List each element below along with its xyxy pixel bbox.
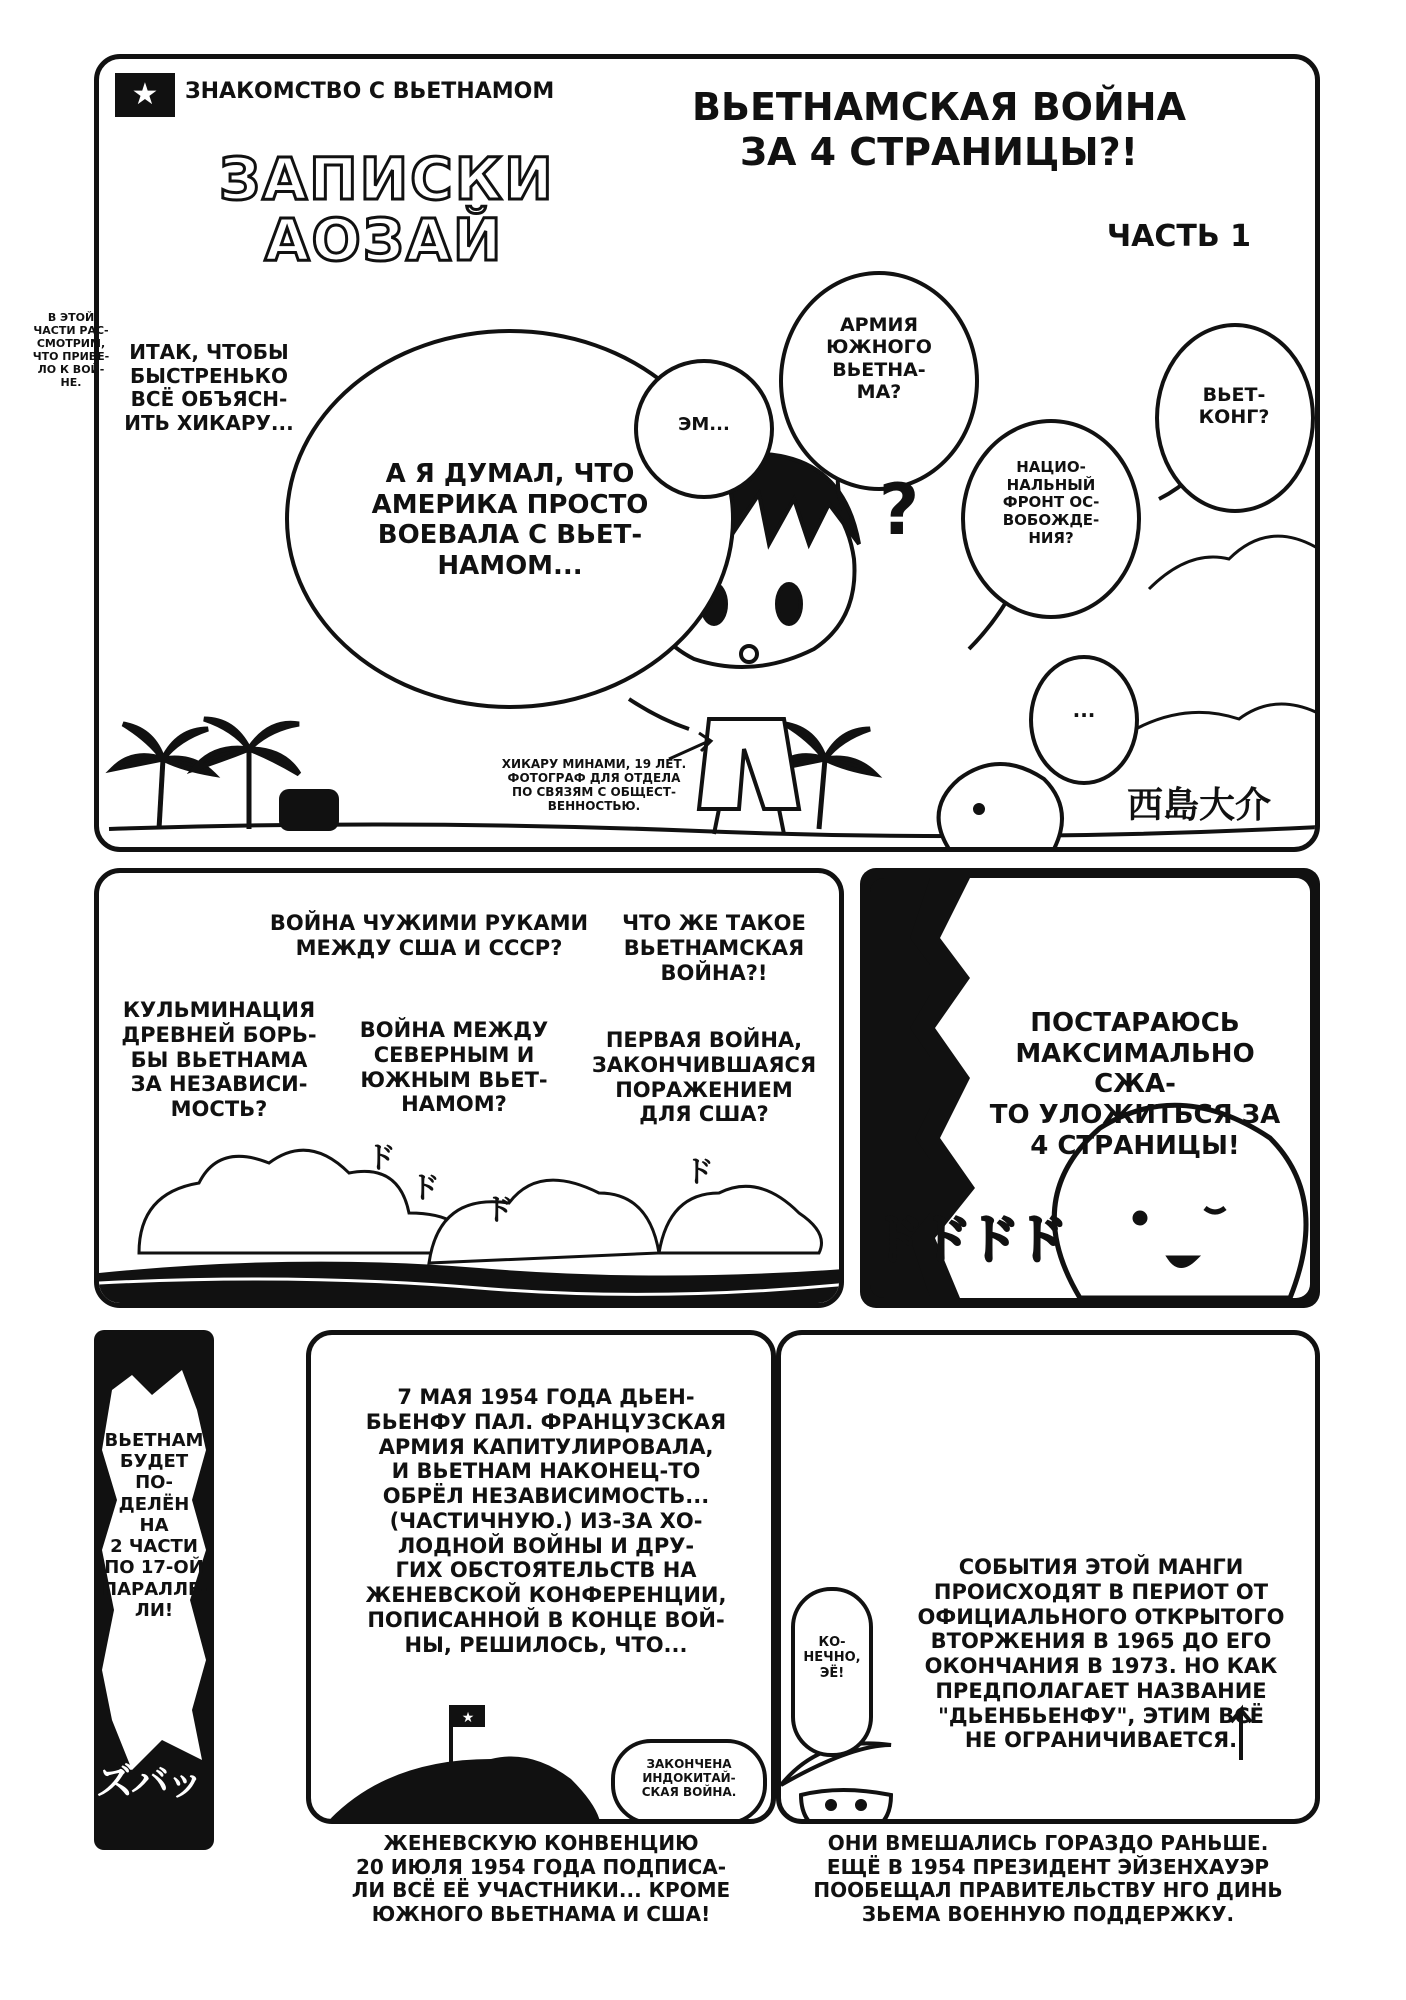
speech-text-main: А Я ДУМАЛ, ЧТО АМЕРИКА ПРОСТО ВОЕВАЛА С ВЬЕТ- НАМОМ... [371,459,649,582]
sfx-do-4: ド [684,1155,714,1190]
section-label: ЗНАКОМСТВО С ВЬЕТНАМОМ [185,79,555,104]
bunny-creature [939,764,1062,849]
speech-text-front: НАЦИО- НАЛЬНЫЙ ФРОНТ ОС- ВОБОЖДЕ- НИЯ? [1002,458,1100,547]
series-title: ЗАПИСКИ АОЗАЙ [219,145,555,274]
caption-culmination: КУЛЬМИНАЦИЯ ДРЕВНЕЙ БОРЬ- БЫ ВЬЕТНАМА ЗА НЕЗАВИСИ- МОСТЬ? [121,998,317,1122]
panel-4 [102,1370,206,1770]
panel-6-text: СОБЫТИЯ ЭТОЙ МАНГИ ПРОИСХОДЯТ В ПЕРИОТ ОТ ОФИЦИАЛЬНОГО ОТКРЫТОГО ВТОРЖЕНИЯ В 1965 ДО ЕГО ОКОНЧАНИЯ В 1973. НО КАК ПРЕДПОЛАГАЕТ НАЗВАНИЕ "ДЬЕНБЬЕНФУ", ЭТИМ ВСЁ НЕ ОГРАНИЧИВАЕТСЯ. [917,1555,1285,1753]
author-signature: 西島大介 [1126,784,1271,826]
panel-5-text: 7 МАЯ 1954 ГОДА ДЬЕН- БЬЕНФУ ПАЛ. ФРАНЦУЗСКАЯ АРМИЯ КАПИТУЛИРОВАЛА, И ВЬЕТНАМ НАКОНЕЦ-ТО ОБРЁЛ НЕЗАВИСИМОСТЬ... (ЧАСТИЧНУЮ.) ИЗ-ЗА ХО- ЛОДНОЙ ВОЙНЫ И ДРУ- ГИХ ОБСТОЯТЕЛЬСТВ НА ЖЕНЕВСКОЙ КОНФЕРЕНЦИИ, ПОПИСАННОЙ В КОНЦЕ ВОЙ- НЫ, РЕШИЛОСЬ, ЧТО... [365,1385,727,1657]
palm-tree-left [113,724,213,829]
caption-what-is: ЧТО ЖЕ ТАКОЕ ВЬЕТНАМСКАЯ ВОЙНА?! [622,911,806,985]
speech-text-army: АРМИЯ ЮЖНОГО ВЬЕТНА- МА? [826,314,932,404]
margin-note: В ЭТОЙ ЧАСТИ РАС- СМОТРИМ, ЧТО ПРИВЕ- ЛО К ВОЙ- НЕ. [32,311,110,389]
part-label: ЧАСТЬ 1 [1106,219,1252,254]
thought-text: ... [1072,698,1096,722]
panel-5-caption: ЖЕНЕВСКУЮ КОНВЕНЦИЮ 20 ИЮЛЯ 1954 ГОДА ПОДПИСА- ЛИ ВСЁ ЕЁ УЧАСТНИКИ... КРОМЕ ЮЖНОГО ВЬЕТНАМА И США! [351,1831,731,1926]
speech-text-indochina: ЗАКОНЧЕНА ИНДОКИТАЙ- СКАЯ ВОЙНА. [641,1757,737,1800]
panel-6-caption: ОНИ ВМЕШАЛИСЬ ГОРАЗДО РАНЬШЕ. ЕЩЁ В 1954 ПРЕЗИДЕНТ ЭЙЗЕНХАУЭР ПООБЕЩАЛ ПРАВИТЕЛЬСТВУ НГО ДИНЬ ЗЬЕМА ВОЕННУЮ ПОДДЕРЖКУ. [813,1831,1283,1926]
caption-proxy-war: ВОЙНА ЧУЖИМИ РУКАМИ МЕЖДУ США И СССР? [269,911,589,960]
sfx-do-2: ド [410,1171,440,1206]
panel-4-text: ВЬЕТНАМ БУДЕТ ПО- ДЕЛЁН НА 2 ЧАСТИ ПО 17-ОЙ ПАРАЛЛЕ- ЛИ! [102,1430,208,1621]
bunker-shape [279,789,339,831]
caption-north-south: ВОЙНА МЕЖДУ СЕВЕРНЫМ И ЮЖНЫМ ВЬЕТ- НАМОМ? [359,1018,549,1117]
panel-2 [94,868,844,1308]
speech-text-vietcong: ВЬЕТ- КОНГ? [1198,384,1270,429]
panel-5 [306,1330,776,1824]
narration-text: ИТАК, ЧТОБЫ БЫСТРЕНЬКО ВСЁ ОБЪЯСН- ИТЬ ХИКАРУ... [124,340,294,435]
speech-text-um: ЭМ... [678,414,730,435]
panel-6 [776,1330,1320,1824]
question-mark: ? [878,469,920,551]
panel-3-text: ПОСТАРАЮСЬ МАКСИМАЛЬНО СЖА- ТО УЛОЖИТЬСЯ ЗА 4 СТРАНИЦЫ! [989,1008,1281,1161]
chapter-title: ВЬЕТНАМСКАЯ ВОЙНА ЗА 4 СТРАНИЦЫ?! [692,85,1186,174]
star-box-icon: ★ [115,73,175,117]
speech-text-of-course: КО- НЕЧНО, ЭЁ! [803,1635,861,1681]
sfx-do-1: ド [366,1141,396,1176]
caption-first-loss: ПЕРВАЯ ВОЙНА, ЗАКОНЧИВШАЯСЯ ПОРАЖЕНИЕМ ДЛЯ США? [591,1028,817,1127]
panel-1 [94,54,1320,852]
sfx-dododo: ドドドド [870,1208,1062,1271]
panel-3 [870,878,1310,1298]
sfx-do-3: ド [484,1193,514,1228]
character-caption: ХИКАРУ МИНАМИ, 19 ЛЕТ. ФОТОГРАФ ДЛЯ ОТДЕЛА ПО СВЯЗЯМ С ОБЩЕСТ- ВЕННОСТЬЮ. [501,757,687,814]
svg-text:★: ★ [461,1710,475,1726]
sfx-zuba: ズバッ [96,1760,202,1804]
